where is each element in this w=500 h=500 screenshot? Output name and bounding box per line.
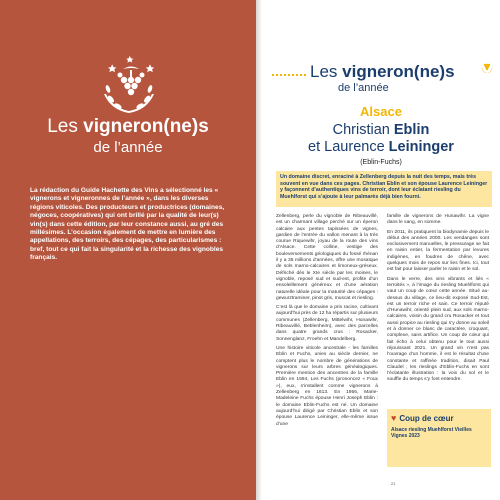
estate-name: (Eblin-Fuchs) [360,159,402,166]
col1-paragraph: Une histoire viticole ancestrale - les familles Eblin et Fuchs, unies au siècle dernier, ne comptent plus le nombre de générations de vignerons sur leurs arbres généalogiques. Première mention des ancestres de la famille Eblin en 1594, Les Fuchs (prononcez « Foux »), eux, s’installent comme vignerons à Zellenberg en 1613. En 1956, Marie-Madeleine Fuchs épouse Henri Joseph Eblin : le domaine Eblin-Fuchs est né. Un domaine aujourd’hui dirigé par Christian Eblin et son épouse Laurence Leininger, elle-même issue d’une [276,345,378,427]
col2-paragraph: En 2011, ils pratiquent la biodynamie depuis le début des années 2000. Les vendanges sont exclusivement manuelles, le pressurage se fait en raisin entier, la fermentation par levures indigènes, en foudres de chêne, avec quelques mois de repos sur lies fines. Ici, tout est fait pour laisser parler le raisin et le sol. [387,229,489,273]
award-box [387,409,491,467]
heart-icon: ♥ [391,413,397,423]
col1-paragraph: Zellenberg, perle du vignoble de Ribeauvillé, est un charmant village perché sur un éperon calcaire aux pentes tapissées de vignes, gardien de l’entrée du vallon menant à la très courue Riquewihr, joyau de la route des vins d’Alsace. Cette colline, vestige des bouleversements géologiques du fossé rhénan il y a 35 millions d’années, offre une mosaïque de sols marno-calcaires et limoneux-gréseux. Défriché dès le XIe siècle par les moines, le vignoble, reposé sud et sud-est, profite d’un ensoleillement généreux et d’une aération naturelle idéale pour la maturité des cépages : gewurztraminer, pinot gris, muscat et riesling. [276,214,378,301]
text-column-1 [276,214,378,431]
winemaker-names [262,122,500,156]
left-subtitle: de l’année [93,139,163,156]
text-column-2 [387,214,489,387]
highlight-text: Un domaine discret, enraciné à Zellenberg depuis la nuit des temps, mais très souvent en vue dans ces pages. Christian Eblin et son épouse Laurence Leininger y façonnent d’authentiques vins de terroir, dont leur éclatant riesling du Muehlforst qui s’ajoute à leur palmarès déjà bien fourni. [280,174,488,200]
col2-paragraph: Dans le verre, des vins vibrants et liés « terroités », à l’image du riesling Muehlforst qui vaut un coup de cœur cette année. Situé au-dessus du village, ce lieu-dit exposé Sud-Est, est un terroir riche et sain. Ce terroir réputé d’Hunawihr, orienté plein sud, aux sols marno-calcaires, voisin du grand cru Rosacker et tout aussi propice au riesling qui s’y donne au soleil et à donner ce blanc de caractère, croquant, complexe, sans artifice. Un coup de cœur qui fait écho à celui obtenu pour le tout aussi réjouissant 2021. Un grand vin n’est pas l’ouvrage d’un homme, il est le résultat d’une constante et raffinée tradition, disait Paul Claudel ; les rieslings d’Eblin-Fuchs en sont l’éclatante illustration : la voix du sol et le souffle du temps s’y font entendre. [387,276,489,383]
right-title-light: Les [310,62,343,81]
winemaker-line2-light: et Laurence [308,139,389,155]
col2-paragraph: famille de vignerons de Hunawihr. La vigne dans le sang, en somme. [387,214,489,226]
right-title [310,62,455,82]
winemaker-line1-bold: Eblin [393,122,430,138]
col1-paragraph: C’est là que le domaine a pris racine, cultivant aujourd’hui près de 12 ha répartis sur plusieurs communes (Zellenberg, Mittelwihr, Hunawihr, Ribeauvillé, Beblenheim), avec des parcelles dans quatre grands crus : Rosacker, Sonnenglanz, Froehn et Mandelberg. [276,305,378,342]
highlight-box [276,171,492,207]
right-subtitle: de l’année [338,82,389,94]
award-wine: Alsace riesling Muehlforst Vieilles Vignes 2023 [391,427,472,440]
award-label: Coup de cœur [399,413,454,423]
right-page [262,0,500,500]
decorative-dots [272,74,306,80]
winemaker-line2-bold: Leininger [388,139,454,155]
region-title: Alsace [360,104,402,119]
right-title-bold: vigneron(ne)s [342,62,455,81]
intro-text: La rédaction du Guide Hachette des Vins a sélectionné les « vignerons et vigneronnes de l’année », dans les diverses régions viticoles. Des producteurs et productrices (domaines, négoces, coopératives) qui ont brillé par la qualité de leur(s) vin(s) dans cette édition, par leur constance aussi, au gré des millésimes. L’occasion également de mettre en lumière des appellations, des terroirs, des cépages, des particularismes : bref, tout ce qui fait la singularité et la richesse des vignobles français. [30,187,225,262]
grape-cluster-laurel-icon [101,56,157,116]
grape-laurel-icon [480,60,494,74]
left-title [0,116,256,138]
award-header [391,413,487,423]
left-title-light: Les [47,116,84,137]
winemaker-line1-light: Christian [332,122,394,138]
left-title-bold: vigneron(ne)s [83,116,209,137]
page-number: 21 [391,481,396,486]
